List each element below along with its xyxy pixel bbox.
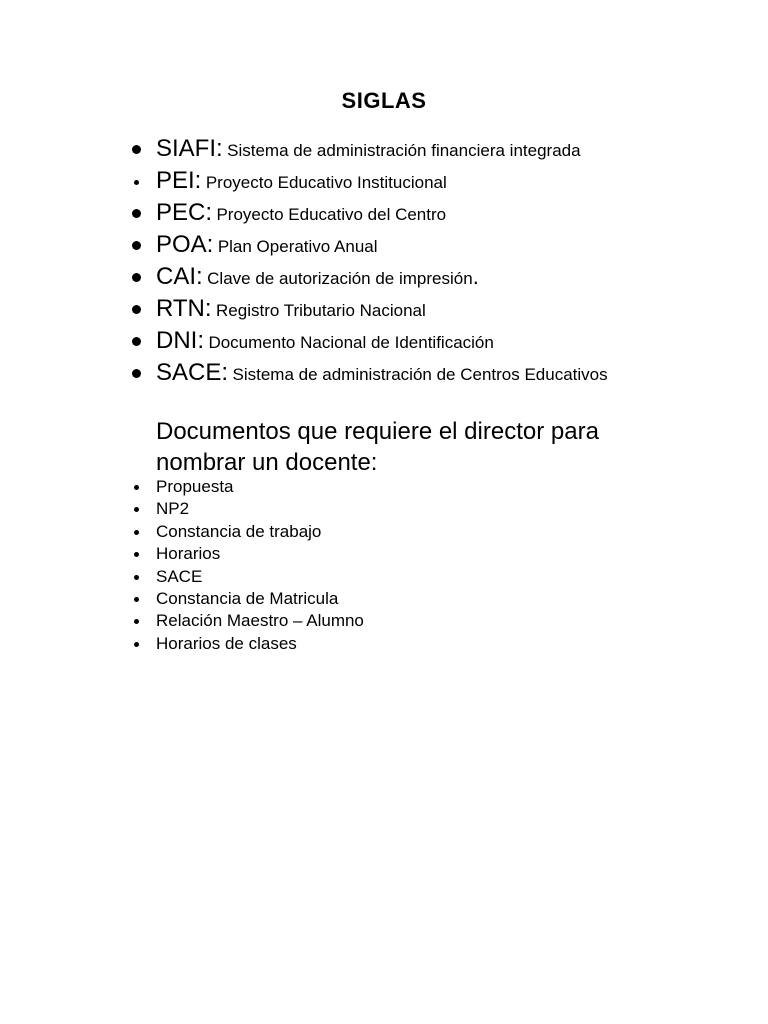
sigla-term: RTN: (156, 295, 212, 322)
document-item-label: Constancia de Matricula (156, 588, 339, 608)
document-item (130, 521, 364, 543)
page-title: SIGLAS (341, 88, 427, 113)
sigla-definition: Registro Tributario Nacional (216, 301, 426, 320)
sigla-term: SIAFI: (156, 135, 223, 162)
bullet-icon (132, 145, 141, 154)
bullet-icon (132, 241, 141, 250)
bullet-icon (132, 369, 141, 378)
bullet-icon (134, 507, 139, 512)
bullet-icon (132, 273, 141, 282)
sigla-item-dni (130, 325, 608, 357)
sigla-trailing-period: . (472, 264, 479, 289)
bullet-icon (134, 530, 139, 535)
bullet-icon (134, 619, 139, 624)
sigla-definition: Clave de autorización de impresión (207, 269, 473, 288)
sigla-item-pec (130, 197, 608, 229)
bullet-icon (134, 575, 139, 580)
document-item (130, 566, 364, 588)
document-item (130, 498, 364, 520)
document-item-label: Relación Maestro – Alumno (156, 611, 364, 631)
document-item-label: Propuesta (156, 477, 234, 496)
sigla-term: DNI: (156, 327, 204, 354)
document-item (130, 588, 364, 610)
sigla-item-sace (130, 357, 608, 389)
sigla-definition: Proyecto Educativo Institucional (205, 173, 447, 192)
document-item (130, 476, 364, 498)
sigla-definition: Proyecto Educativo del Centro (216, 205, 447, 224)
sigla-definition: Sistema de administración de Centros Educativos (232, 365, 608, 384)
sigla-definition: Sistema de administración financiera integrada (227, 141, 581, 160)
document-item-label: Constancia de trabajo (156, 521, 322, 541)
document-item-label: SACE (156, 566, 203, 586)
sigla-term: PEC: (156, 199, 213, 226)
document-item (130, 633, 364, 655)
document-item (130, 610, 364, 632)
bullet-icon (134, 485, 139, 490)
document-item-label: NP2 (156, 499, 190, 519)
sigla-item-siafi (130, 133, 608, 165)
document-item-label: Horarios (156, 544, 221, 564)
bullet-icon (134, 552, 139, 557)
bullet-icon (132, 305, 141, 314)
sigla-item-cai (130, 261, 608, 293)
sigla-term: POA: (156, 231, 214, 258)
sigla-term: SACE: (156, 359, 229, 386)
sigla-term: PEI: (156, 167, 202, 194)
siglas-list (130, 133, 608, 389)
document-item (130, 543, 364, 565)
section-heading: Documentos que requiere el director para nombrar un docente: (156, 418, 599, 476)
sigla-item-poa (130, 229, 608, 261)
sigla-definition: Documento Nacional de Identificación (208, 333, 494, 352)
sigla-item-pei (130, 165, 608, 197)
documents-list (130, 476, 364, 655)
bullet-icon (134, 642, 139, 647)
bullet-icon (134, 597, 139, 602)
sigla-term: CAI: (156, 263, 203, 290)
document-item-label: Horarios de clases (156, 633, 297, 653)
sigla-definition: Plan Operativo Anual (217, 237, 378, 256)
bullet-icon (134, 180, 139, 185)
sigla-item-rtn (130, 293, 608, 325)
bullet-icon (132, 337, 141, 346)
bullet-icon (132, 209, 141, 218)
